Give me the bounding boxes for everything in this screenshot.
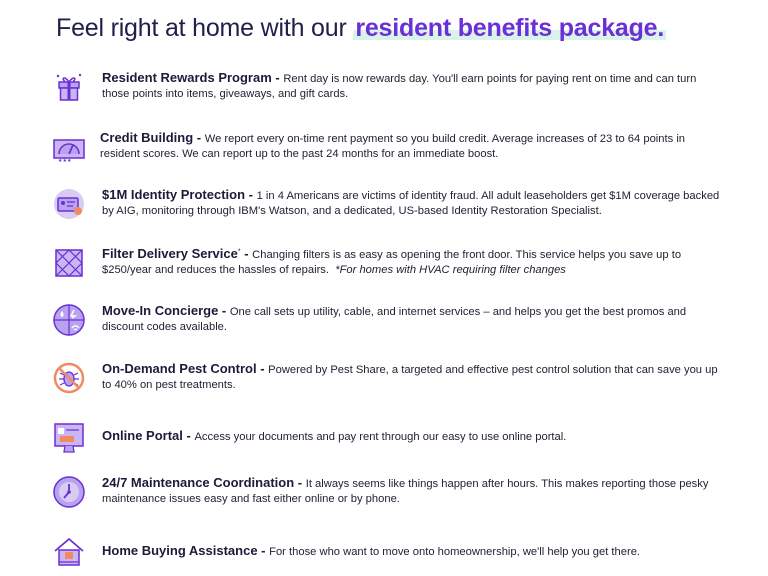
benefit-title: On-Demand Pest Control xyxy=(102,361,257,376)
page-title xyxy=(56,14,666,43)
utilities-icon xyxy=(52,303,86,337)
benefit-footnote: *For homes with HVAC requiring filter changes xyxy=(335,264,566,276)
headline-text: Feel right at home with our xyxy=(56,14,354,42)
benefit-description: One call sets up utility, cable, and internet services – and helps you get the best promos and discount codes available. xyxy=(102,306,687,333)
id-card-shield-icon xyxy=(52,187,86,221)
headline-highlight: resident benefits package. xyxy=(355,14,665,42)
benefit-text: Move-In Concierge - One call sets up utility, cable, and internet services – and helps you get the best promos and discount codes available. xyxy=(102,303,687,333)
benefit-text: 24/7 Maintenance Coordination - It always seems like things happen after hours. This makes reporting those pesky maintenance issues easy and fast either online or by phone. xyxy=(102,475,709,505)
benefit-title: $1M Identity Protection xyxy=(102,187,246,202)
benefit-title: Credit Building xyxy=(100,130,194,145)
benefit-title: Resident Rewards Program xyxy=(102,70,272,85)
benefit-description: Rent day is now rewards day. You'll earn points for paying rent on time and can turn those points into items, giveaways, and gift cards. xyxy=(102,73,697,100)
benefit-text: Credit Building - We report every on-time rent payment so you build credit. Average increases of 23 to 64 points in resident scores. We can report up to the past 24 months for an immediate boost. xyxy=(100,130,686,160)
svg-text:★★★: ★★★ xyxy=(58,158,72,164)
gift-icon xyxy=(52,70,86,104)
benefit-title: Online Portal xyxy=(102,428,183,443)
benefit-text: Resident Rewards Program - Rent day is now rewards day. You'll earn points for paying rent on time and can turn those points into items, giveaways, and gift cards. xyxy=(102,70,697,100)
benefit-description: For those who want to move onto homeownership, we'll help you get there. xyxy=(269,546,641,558)
benefit-text: On-Demand Pest Control - Powered by Pest Share, a targeted and effective pest control solution that can save you up to 40% on pest treatments. xyxy=(102,361,718,391)
no-pests-icon xyxy=(52,361,86,395)
house-icon xyxy=(52,535,86,569)
benefit-title: 24/7 Maintenance Coordination xyxy=(102,475,295,490)
benefit-title: Home Buying Assistance xyxy=(102,543,258,558)
benefit-description: It always seems like things happen after hours. This makes reporting those pesky maintenance issues easy and fast either online or by phone. xyxy=(102,478,709,505)
benefit-description: We report every on-time rent payment so you build credit. Average increases of 23 to 64 points in resident scores. We can report up to the past 24 months for an immediate boost. xyxy=(100,133,686,160)
air-filter-icon xyxy=(52,246,86,280)
benefit-text: Online Portal - Access your documents and pay rent through our easy to use online portal. xyxy=(102,428,567,443)
benefit-title: Move-In Concierge xyxy=(102,303,219,318)
benefit-description: 1 in 4 Americans are victims of identity fraud. All adult leaseholders get $1M coverage backed by AIG, monitoring through IBM's Watson, and a dedicated, US-based Identity Restoration Specialist. xyxy=(102,190,720,217)
clock-icon xyxy=(52,475,86,509)
benefit-description: Access your documents and pay rent through our easy to use online portal. xyxy=(194,431,567,443)
benefit-description: Powered by Pest Share, a targeted and effective pest control solution that can save you up to 40% on pest treatments. xyxy=(102,364,718,391)
benefit-title: Filter Delivery Service xyxy=(102,246,238,261)
credit-gauge-icon xyxy=(52,130,86,164)
benefit-text: $1M Identity Protection - 1 in 4 Americans are victims of identity fraud. All adult leaseholders get $1M coverage backed by AIG, monitoring through IBM's Watson, and a dedicated, US-based Identity Restoration Specialist. xyxy=(102,187,720,217)
footnote-marker: * xyxy=(237,248,241,256)
benefit-text: Home Buying Assistance - For those who want to move onto homeownership, we'll help you get there. xyxy=(102,543,641,558)
benefit-description: Changing filters is as easy as opening the front door. This service helps you save up to $250/year and reduces the hassles of repairs. xyxy=(102,249,682,276)
benefit-text: Filter Delivery Service* - Changing filters is as easy as opening the front door. This service helps you save up to $250/year and reduces the hassles of repairs. *For homes with HVAC requiring filter changes xyxy=(102,246,682,276)
computer-monitor-icon xyxy=(52,421,86,455)
